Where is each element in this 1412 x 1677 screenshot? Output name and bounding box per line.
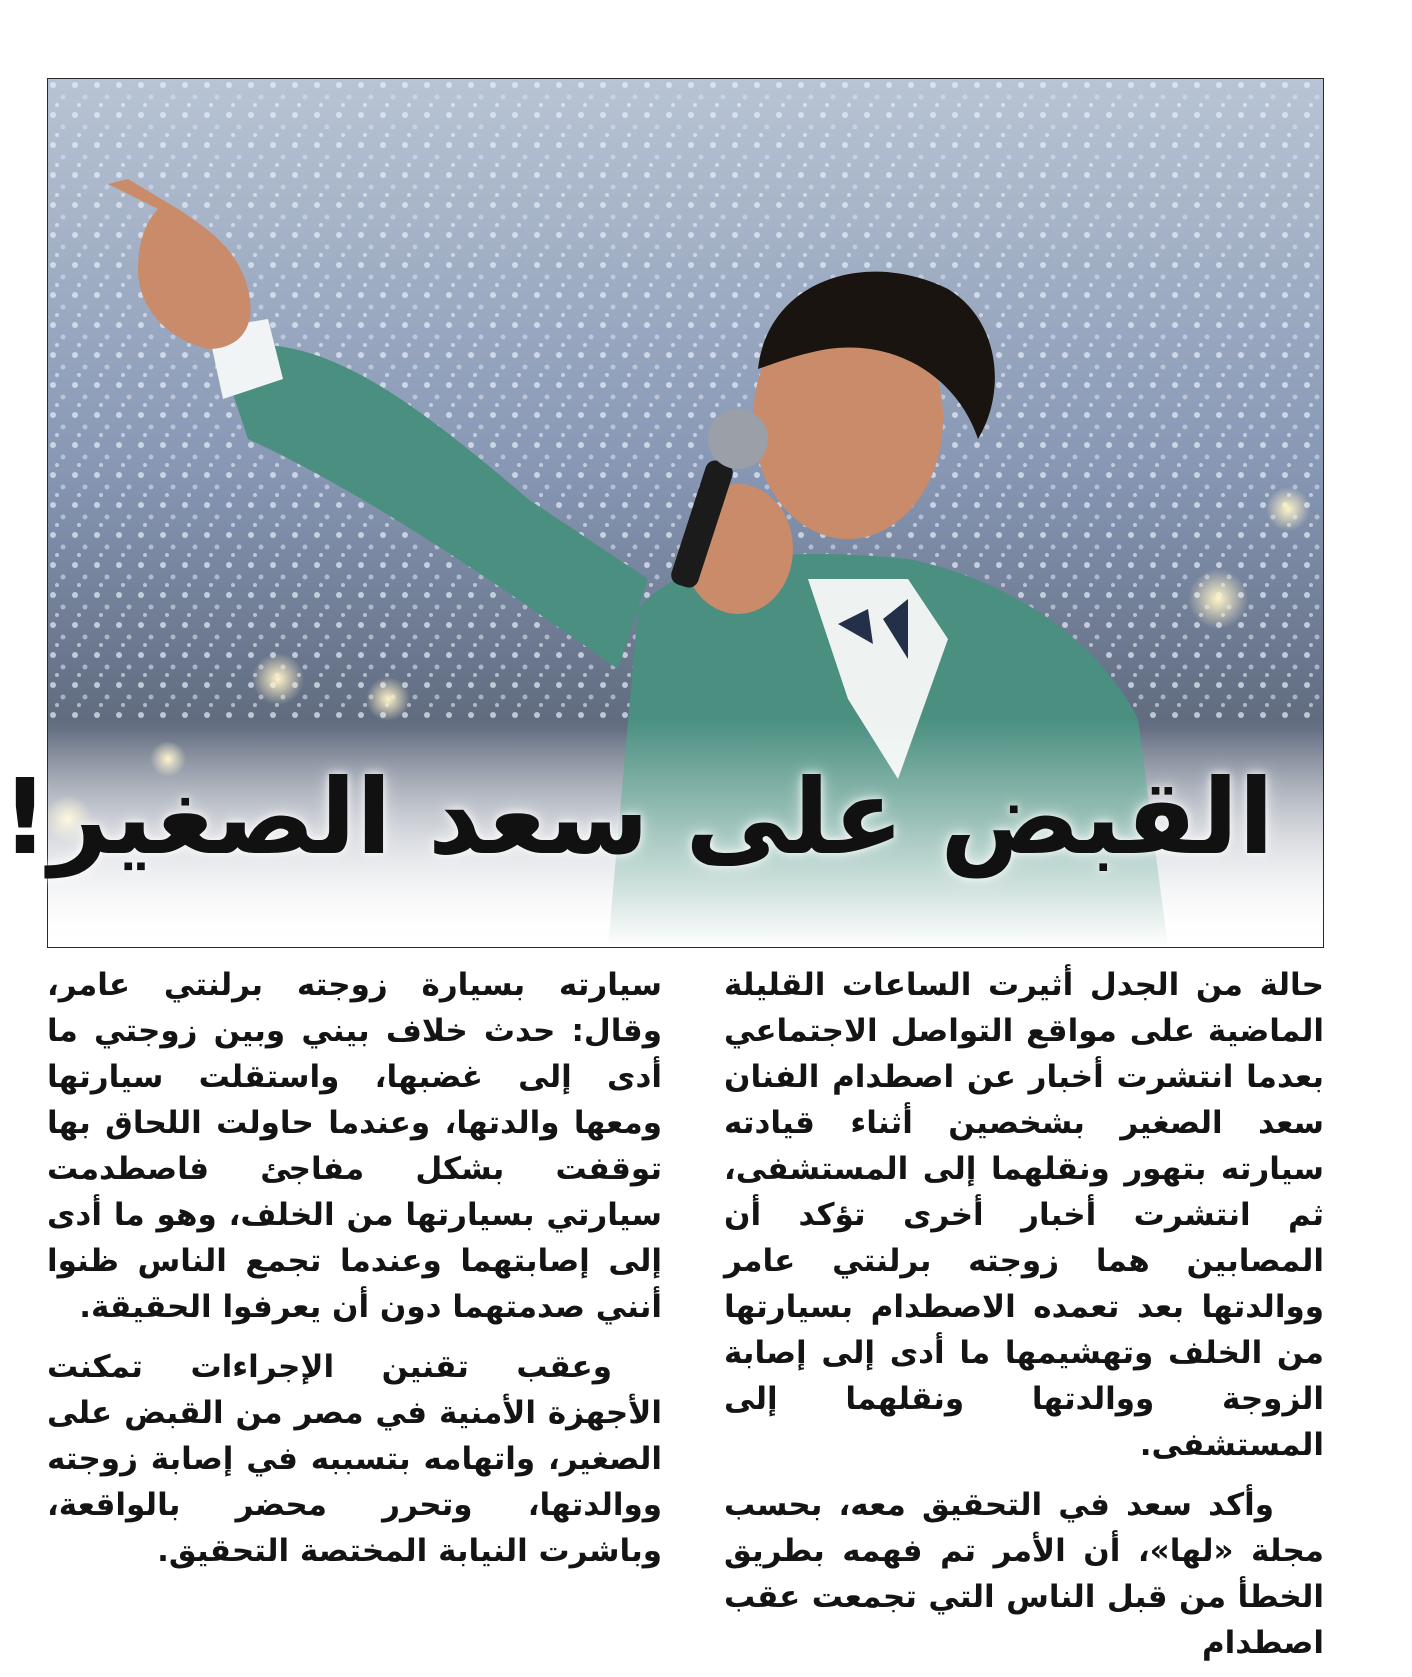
headline: القبض على سعد الصغير!	[1, 756, 1274, 878]
paragraph: وعقب تقنين الإجراءات تمكنت الأجهزة الأمنية في مصر من القبض على الصغير، واتهامه بتسببه في إصابة زوجته ووالدتها، وتحرر محضر بالواقعة، وباشرت النيابة المختصة التحقيق.	[47, 1349, 662, 1569]
article-column-right	[724, 962, 1324, 1666]
paragraph: سيارته بسيارة زوجته برلنتي عامر، وقال: حدث خلاف بيني وبين زوجتي ما أدى إلى غضبها، واستقلت سيارتها ومعها والدتها، وعندما حاولت اللحاق بها توقفت بشكل مفاجئ فاصطدمت سيارتي بسيارتها من الخلف، وهو ما أدى إلى إصابتهما وعندما تجمع الناس ظنوا أنني صدمتهما دون أن يعرفوا الحقيقة.	[47, 967, 662, 1325]
article-column-left	[47, 962, 662, 1574]
paragraph: حالة من الجدل أثيرت الساعات القليلة الماضية على مواقع التواصل الاجتماعي بعدما انتشرت أخبار عن اصطدام الفنان سعد الصغير بشخصين أثناء قيادته سيارته بتهور ونقلهما إلى المستشفى، ثم انتشرت أخبار أخرى تؤكد أن المصابين هما زوجته برلنتي عامر ووالدتها بعد تعمده الاصطدام بسيارتها من الخلف وتهشيمها ما أدى إلى إصابة الزوجة ووالدتها ونقلهما إلى المستشفى.	[724, 967, 1324, 1463]
paragraph: وأكد سعد في التحقيق معه، بحسب مجلة «لها»، أن الأمر تم فهمه بطريق الخطأ من قبل الناس التي تجمعت عقب اصطدام	[724, 1487, 1324, 1661]
